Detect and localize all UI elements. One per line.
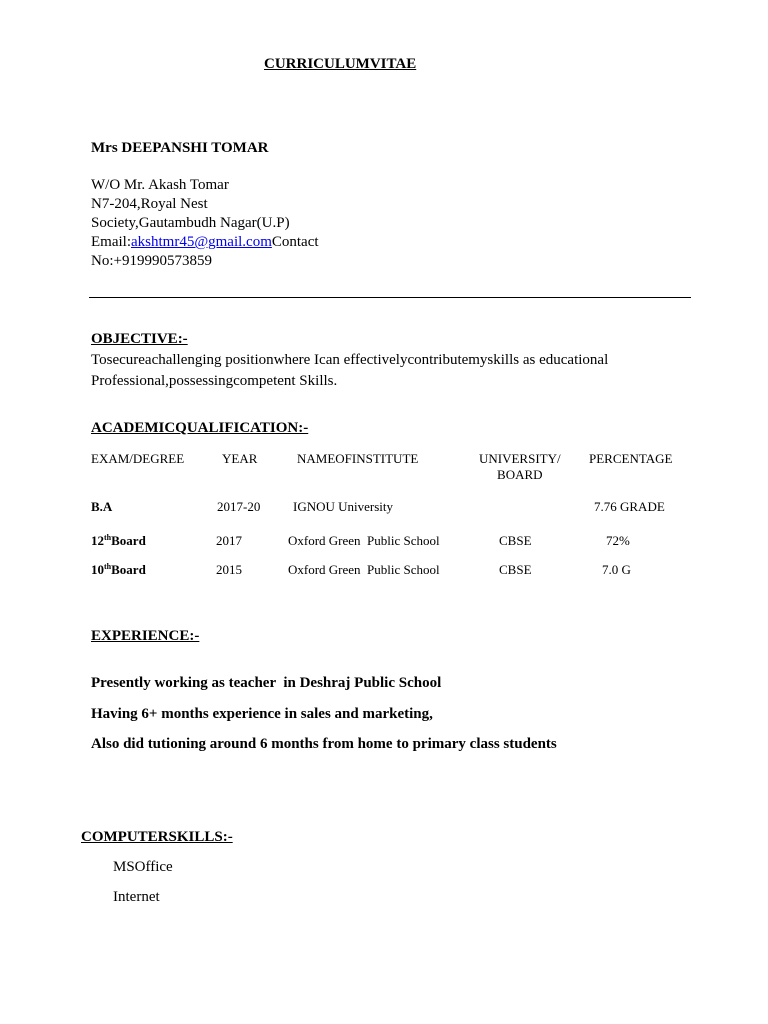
section-divider <box>89 297 691 298</box>
col-header-board-line2: BOARD <box>497 467 543 482</box>
row-exam-suffix: Board <box>111 533 146 548</box>
row-exam-sup: th <box>104 562 112 571</box>
row-exam: B.A <box>91 499 113 514</box>
contact-label: Contact <box>271 234 319 250</box>
address-block <box>91 176 319 271</box>
phone-line: No:+919990573859 <box>91 253 212 269</box>
experience-item: Presently working as teacher in Deshraj Public School <box>91 675 442 691</box>
skill-item: MSOffice <box>113 859 173 875</box>
row-board: CBSE <box>499 533 532 548</box>
row-percentage: 72% <box>606 533 630 548</box>
experience-item: Also did tutioning around 6 months from home to primary class students <box>91 736 557 752</box>
email-link[interactable]: akshtmr45@gmail.com <box>131 234 272 250</box>
experience-item: Having 6+ months experience in sales and marketing, <box>91 706 433 722</box>
address-line: Society,Gautambudh Nagar(U.P) <box>91 215 290 231</box>
row-year: 2017-20 <box>217 499 261 514</box>
row-exam <box>91 533 146 549</box>
objective-text <box>91 350 608 392</box>
col-header-percentage: PERCENTAGE <box>589 451 673 466</box>
col-header-institute: NAMEOFINSTITUTE <box>297 451 419 466</box>
email-label: Email: <box>91 234 131 250</box>
col-header-year: YEAR <box>222 451 258 466</box>
row-institute: Oxford Green Public School <box>288 562 440 577</box>
row-percentage: 7.0 G <box>602 562 631 577</box>
row-percentage: 7.76 GRADE <box>594 499 665 514</box>
row-exam-number: 10 <box>91 562 104 577</box>
objective-heading: OBJECTIVE:- <box>91 331 188 347</box>
col-header-board-line1: UNIVERSITY/ <box>479 451 561 466</box>
row-exam-suffix: Board <box>111 562 146 577</box>
row-institute: Oxford Green Public School <box>288 533 440 548</box>
document-title: CURRICULUMVITAE <box>264 56 417 72</box>
objective-line: Professional,possessingcompetent Skills. <box>91 373 338 389</box>
row-year: 2017 <box>216 533 242 548</box>
computer-skills-heading: COMPUTERSKILLS:- <box>81 829 233 845</box>
col-header-exam: EXAM/DEGREE <box>91 451 185 466</box>
row-exam <box>91 562 146 578</box>
academic-heading: ACADEMICQUALIFICATION:- <box>91 420 309 436</box>
candidate-name: Mrs DEEPANSHI TOMAR <box>91 140 269 156</box>
row-exam-sup: th <box>104 533 112 542</box>
row-exam-number: 12 <box>91 533 104 548</box>
objective-line: Tosecureachallenging positionwhere Ican effectivelycontributemyskills as educational <box>91 352 609 368</box>
row-year: 2015 <box>216 562 242 577</box>
experience-heading: EXPERIENCE:- <box>91 628 200 644</box>
row-board: CBSE <box>499 562 532 577</box>
address-line: W/O Mr. Akash Tomar <box>91 177 229 193</box>
address-line: N7-204,Royal Nest <box>91 196 208 212</box>
row-institute: IGNOU University <box>293 499 394 514</box>
col-header-board <box>479 451 561 483</box>
email-line <box>91 233 319 252</box>
skill-item: Internet <box>113 889 160 905</box>
